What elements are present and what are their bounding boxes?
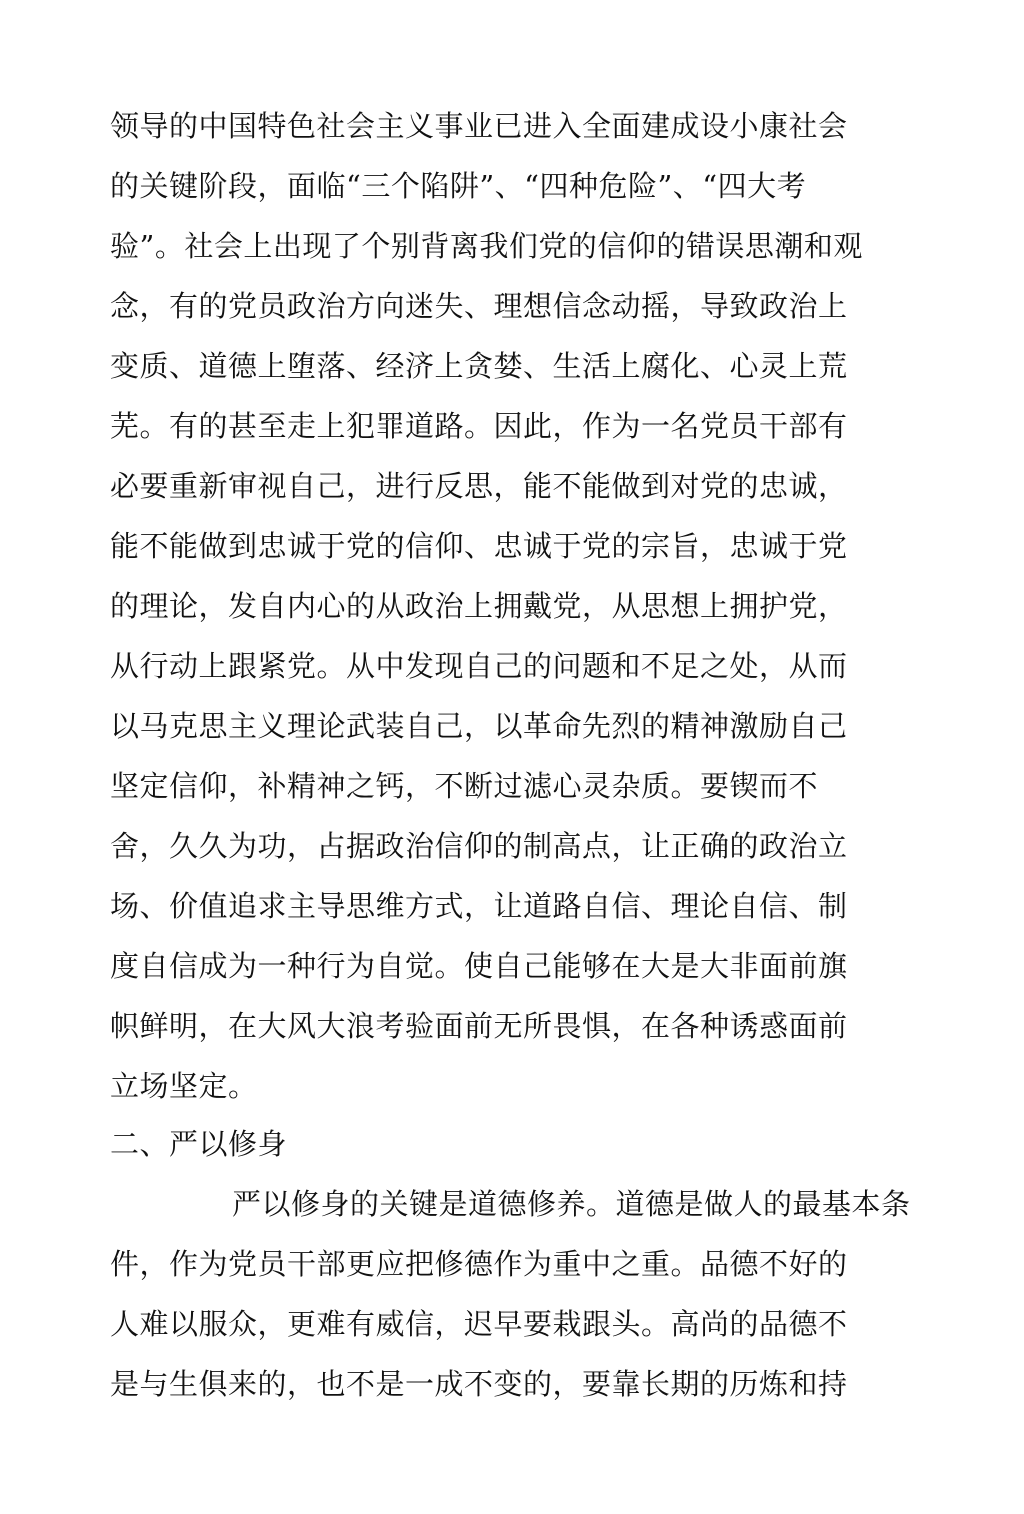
- paragraph-line: 的理论，发自内心的从政治上拥戴党，从思想上拥护党，: [110, 589, 848, 623]
- paragraph-line: 变质、道德上堕落、经济上贪婪、生活上腐化、心灵上荒: [110, 349, 848, 383]
- paragraph-line: 能不能做到忠诚于党的信仰、忠诚于党的宗旨，忠诚于党: [110, 529, 848, 563]
- paragraph-line: 严以修身的关键是道德修养。道德是做人的最基本条: [232, 1187, 911, 1221]
- paragraph-line: 件，作为党员干部更应把修德作为重中之重。品德不好的: [110, 1247, 848, 1281]
- paragraph-line: 坚定信仰，补精神之钙，不断过滤心灵杂质。要锲而不: [110, 769, 819, 803]
- paragraph-line: 领导的中国特色社会主义事业已进入全面建成设小康社会: [110, 109, 848, 143]
- paragraph-line: 帜鲜明，在大风大浪考验面前无所畏惧，在各种诱惑面前: [110, 1009, 848, 1043]
- paragraph-line: 舍，久久为功，占据政治信仰的制高点，让正确的政治立: [110, 829, 848, 863]
- paragraph-line: 验”。社会上出现了个别背离我们党的信仰的错误思潮和观: [110, 229, 863, 263]
- paragraph-line: 是与生俱来的，也不是一成不变的，要靠长期的历炼和持: [110, 1367, 848, 1401]
- paragraph-line: 必要重新审视自己，进行反思，能不能做到对党的忠诚，: [110, 469, 848, 503]
- paragraph-line: 从行动上跟紧党。从中发现自己的问题和不足之处，从而: [110, 649, 848, 683]
- paragraph-line: 立场坚定。: [110, 1069, 258, 1103]
- paragraph-line: 场、价值追求主导思维方式，让道路自信、理论自信、制: [110, 889, 848, 923]
- paragraph-line: 的关键阶段，面临“三个陷阱”、“四种危险”、“四大考: [110, 169, 807, 203]
- section-heading: 二、严以修身: [110, 1127, 288, 1161]
- paragraph-line: 芜。有的甚至走上犯罪道路。因此，作为一名党员干部有: [110, 409, 848, 443]
- paragraph-line: 人难以服众，更难有威信，迟早要栽跟头。高尚的品德不: [110, 1307, 848, 1341]
- paragraph-line: 念，有的党员政治方向迷失、理想信念动摇，导致政治上: [110, 289, 848, 323]
- paragraph-line: 以马克思主义理论武装自己，以革命先烈的精神激励自己: [110, 709, 848, 743]
- paragraph-line: 度自信成为一种行为自觉。使自己能够在大是大非面前旗: [110, 949, 848, 983]
